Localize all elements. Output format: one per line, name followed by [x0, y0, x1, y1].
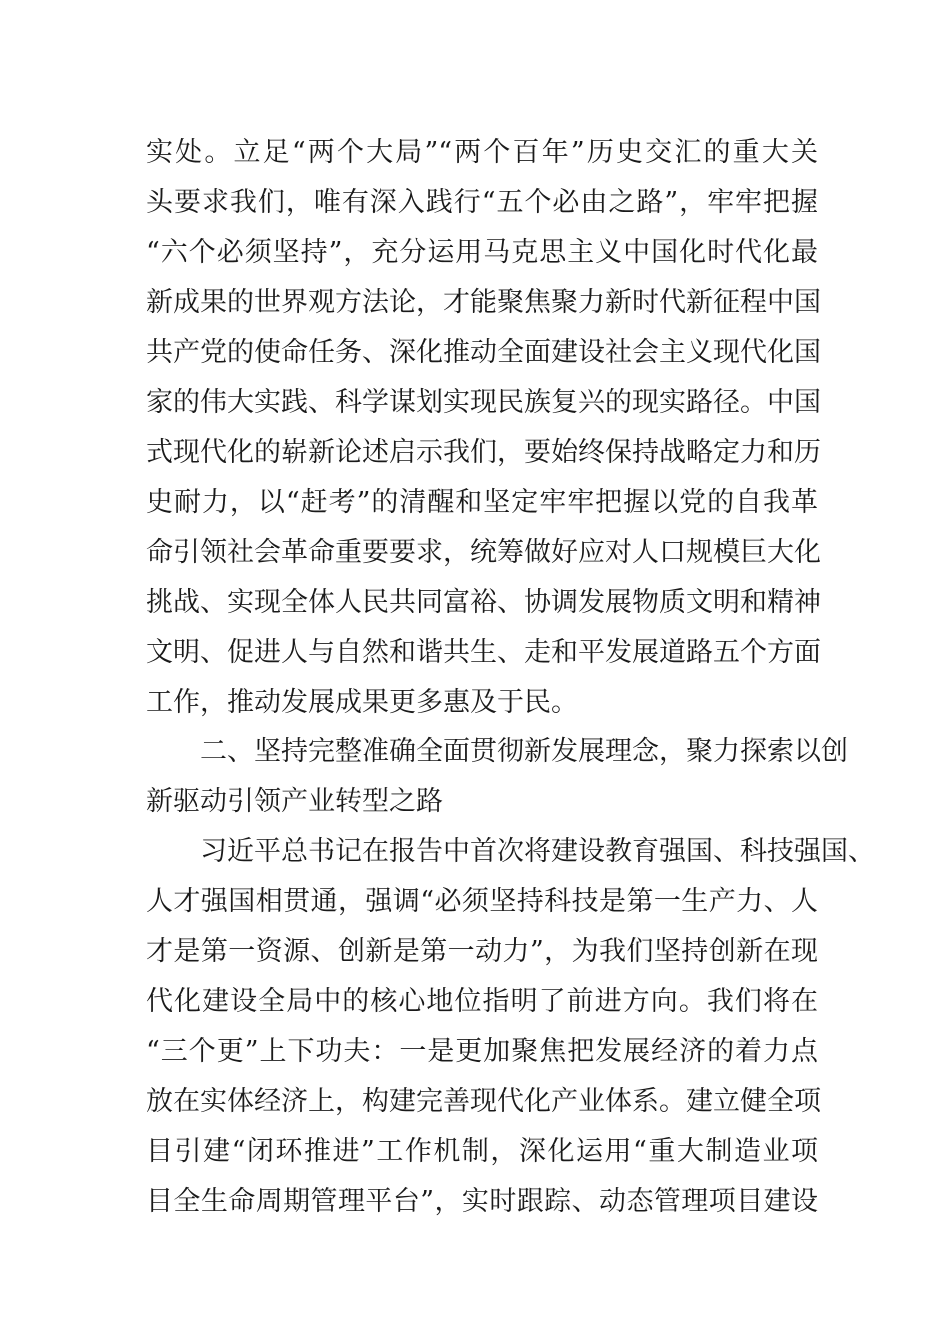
paragraph-continued — [146, 128, 821, 728]
paragraph-line: 才是第一资源、创新是第一动力”，为我们坚持创新在现 — [146, 936, 818, 967]
paragraph-line: 文明、促进人与自然和谐共生、走和平发展道路五个方面 — [146, 637, 821, 668]
paragraph-body — [146, 827, 875, 1227]
section-heading — [146, 727, 848, 827]
paragraph-line: “三个更”上下功夫：一是更加聚焦把发展经济的着力点 — [146, 1036, 818, 1067]
heading-line: 二、坚持完整准确全面贯彻新发展理念，聚力探索以创 — [146, 736, 848, 767]
paragraph-line: 习近平总书记在报告中首次将建设教育强国、科技强国、 — [146, 836, 875, 867]
paragraph-line: 家的伟大实践、科学谋划实现民族复兴的现实路径。中国 — [146, 387, 821, 418]
paragraph-line: 放在实体经济上，构建完善现代化产业体系。建立健全项 — [146, 1086, 821, 1117]
paragraph-line: 共产党的使命任务、深化推动全面建设社会主义现代化国 — [146, 337, 821, 368]
paragraph-line: 工作，推动发展成果更多惠及于民。 — [146, 687, 578, 718]
paragraph-line: 挑战、实现全体人民共同富裕、协调发展物质文明和精神 — [146, 587, 821, 618]
paragraph-line: 命引领社会革命重要要求，统筹做好应对人口规模巨大化 — [146, 537, 821, 568]
heading-line: 新驱动引领产业转型之路 — [146, 786, 443, 817]
paragraph-line: 实处。立足“两个大局”“两个百年”历史交汇的重大关 — [146, 137, 818, 168]
paragraph-line: 头要求我们，唯有深入践行“五个必由之路”，牢牢把握 — [146, 187, 818, 218]
paragraph-line: 目引建“闭环推进”工作机制，深化运用“重大制造业项 — [146, 1136, 818, 1167]
paragraph-line: 新成果的世界观方法论，才能聚焦聚力新时代新征程中国 — [146, 287, 821, 318]
paragraph-line: 式现代化的崭新论述启示我们，要始终保持战略定力和历 — [146, 437, 821, 468]
paragraph-line: 目全生命周期管理平台”，实时跟踪、动态管理项目建设 — [146, 1186, 818, 1217]
paragraph-line: 代化建设全局中的核心地位指明了前进方向。我们将在 — [146, 986, 818, 1017]
paragraph-line: 人才强国相贯通，强调“必须坚持科技是第一生产力、人 — [146, 886, 818, 917]
paragraph-line: 史耐力，以“赶考”的清醒和坚定牢牢把握以党的自我革 — [146, 487, 818, 518]
paragraph-line: “六个必须坚持”，充分运用马克思主义中国化时代化最 — [146, 237, 818, 268]
